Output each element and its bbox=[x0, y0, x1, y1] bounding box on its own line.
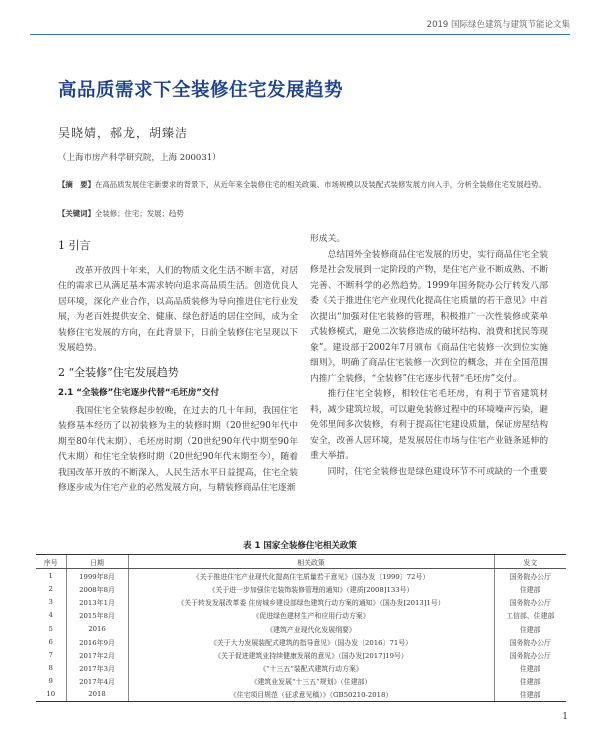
cell-issuer: 住建部 bbox=[494, 662, 566, 675]
right-paragraph-3: 同时，住宅全装修也是绿色建设环节不可或缺的一个重要 bbox=[327, 466, 548, 477]
table-row bbox=[36, 569, 566, 583]
section-1-paragraph: 改革开放四十年来，人们的物质文化生活不断丰富，对居住的需求已从满足基本需求转向追求高品质生活。创造优良人居环境，深化产业合作，以高品质装修为导向推进住宅行业发展，为老百姓提供安全、健康、绿色舒适的居住空间，成为全装修住宅发展的方向，在此背景下，日前全装修住宅呈现以下发展趋势。 bbox=[58, 265, 298, 353]
table-row bbox=[36, 688, 566, 702]
cell-policy: 《建筑产业现代化发展纲要》 bbox=[128, 622, 494, 635]
paper-authors: 吴晓婧，郝龙，胡臻洁 bbox=[58, 126, 189, 140]
page-number: 1 bbox=[562, 712, 568, 722]
right-paragraph-1: 总结国外全装修商品住宅发展的历史，实行商品住宅全装修是社会发展到一定阶段的产物，是住宅产业不断成熟、不断完善、不断科学的必然趋势。1999年国务院办公厅转发八部委《关于推进住宅产业现代化提高住宅质量的若干意见》中首次提出“加强对住宅装修的管理，积极推广一次性装修或菜单式装修模式，避免二次装修造成的破坏结构、浪费和扰民等现象”。建设部于2002年7月颁布《商品住宅装修一次到位实施细则》，明确了商品住宅装修一次到位的概念，并在全国范围内推广全装修，“全装修”住宅逐步代替“毛坯房”交付。 bbox=[310, 249, 548, 384]
keywords-label: 【关键词】 bbox=[58, 209, 95, 218]
header-date: 日期 bbox=[66, 555, 128, 569]
table-row bbox=[36, 675, 566, 688]
cell-index: 8 bbox=[48, 664, 53, 673]
cell-index: 3 bbox=[48, 598, 53, 607]
cell-issuer: 住建部 bbox=[494, 622, 566, 635]
cell-issuer: 国务院办公厅 bbox=[494, 596, 566, 609]
header-rule bbox=[30, 34, 570, 35]
left-column bbox=[58, 238, 298, 497]
cell-issuer: 住建部 bbox=[494, 582, 566, 595]
running-header: 2019 国际绿色建筑与建筑节能论文集 bbox=[426, 20, 570, 30]
cell-date: 2018 bbox=[66, 688, 128, 702]
table-row bbox=[36, 648, 566, 661]
cell-policy: 《关于推进住宅产业现代化提高住宅质量若干意见》（国办发〔1999〕72号） bbox=[128, 569, 494, 583]
cell-date: 2015年8月 bbox=[66, 609, 128, 622]
cell-date: 2008年8月 bbox=[66, 582, 128, 595]
cell-issuer: 住建部 bbox=[494, 688, 566, 702]
cell-date: 2017年3月 bbox=[66, 662, 128, 675]
abstract-label: 【摘 要】 bbox=[58, 180, 95, 189]
cell-date: 2017年2月 bbox=[66, 648, 128, 661]
abstract-text: 在高品质发展住宅新要求的背景下，从近年来全装修住宅的相关政策、市场规模以及装配式装修发展方向入手，分析全装修住宅发展趋势。 bbox=[94, 180, 546, 189]
cell-date: 2016年9月 bbox=[66, 635, 128, 648]
cell-policy: 《关于转发发展改革委 住房城乡建设部绿色建筑行动方案的通知》（国办发[2013]1号） bbox=[128, 596, 494, 609]
cell-policy: 《关于促进建筑业持续健康发展的意见》（国办发[2017]19号） bbox=[128, 648, 494, 661]
header-issuer: 发文 bbox=[494, 555, 566, 569]
paper-title: 高品质需求下全装修住宅发展趋势 bbox=[58, 80, 344, 101]
cell-date: 1999年8月 bbox=[66, 569, 128, 583]
cell-issuer: 住建部 bbox=[494, 675, 566, 688]
cell-index: 4 bbox=[48, 611, 53, 620]
cell-policy: 《促进绿色建材生产和应用行动方案》 bbox=[128, 609, 494, 622]
cell-index: 9 bbox=[48, 677, 53, 686]
table-row bbox=[36, 662, 566, 675]
cell-date: 2017年4月 bbox=[66, 675, 128, 688]
cell-issuer: 国务院办公厅 bbox=[494, 569, 566, 583]
section-2-1-heading: 2.1 “全装修”住宅逐步代替“毛坯房”交付 bbox=[58, 388, 220, 398]
right-paragraph-2: 推行住宅全装修，相较住宅毛坯房，有利于节省建筑材料，减少建筑垃圾，可以避免装修过程中的环境噪声污染，避免邻里间多次装修，有利于提高住宅建设质量，保证房屋结构安全，改善人居环境，是发展居住市场与住宅产业链条延伸的重大举措。 bbox=[310, 389, 548, 461]
cell-policy: 《建筑业发展“十三五”规划》（住建部） bbox=[128, 675, 494, 688]
table-row bbox=[36, 582, 566, 595]
cell-policy: 《关于进一步加强住宅装饰装修管理的通知》（建质[2008]133号） bbox=[128, 582, 494, 595]
section-2-1-paragraph: 我国住宅全装修起步较晚，在过去的几十年间，我国住宅装修基本经历了以初装修为主的装修时期（20世纪90年代中期至80年代末期）、毛坯房时期（20世纪90年代中期至90年代末期）和住宅全装修时期（20世纪90年代末期至今），随着我国改革开放的不断深入，人民生活水平日益提高，住宅全装修逐步成为住宅产业的必然发展方向，与精装修商品住宅逐渐 bbox=[58, 405, 298, 493]
cell-policy: 《“十三五”装配式建筑行动方案》 bbox=[128, 662, 494, 675]
policy-table bbox=[36, 554, 566, 702]
cell-date: 2016 bbox=[66, 622, 128, 635]
paper-affiliation: （上海市房产科学研究院，上海 200031） bbox=[58, 153, 221, 163]
section-1-heading: 1 引言 bbox=[58, 239, 91, 252]
table-header-row bbox=[36, 555, 566, 569]
cell-index: 6 bbox=[48, 637, 53, 646]
table-row bbox=[36, 596, 566, 609]
right-paragraph-0: 形成关。 bbox=[310, 234, 346, 244]
table-row bbox=[36, 622, 566, 635]
header-index: 序号 bbox=[36, 555, 66, 569]
keywords bbox=[58, 208, 184, 219]
cell-index: 7 bbox=[48, 650, 53, 659]
abstract bbox=[58, 178, 558, 191]
right-column bbox=[310, 232, 548, 480]
cell-issuer: 工信部、住建部 bbox=[494, 609, 566, 622]
cell-date: 2013年1月 bbox=[66, 596, 128, 609]
cell-index: 10 bbox=[36, 688, 66, 702]
cell-index: 2 bbox=[48, 584, 53, 593]
section-2-heading: 2 “全装修”住宅发展趋势 bbox=[58, 365, 179, 379]
cell-policy: 《关于大力发展装配式建筑的指导意见》（国办发〔2016〕71号） bbox=[128, 635, 494, 648]
table-caption: 表 1 国家全装修住宅相关政策 bbox=[243, 541, 357, 551]
keywords-text: 全装修；住宅；发展；趋势 bbox=[94, 209, 184, 218]
table-row bbox=[36, 635, 566, 648]
cell-issuer: 国务院办公厅 bbox=[494, 635, 566, 648]
cell-index: 1 bbox=[48, 571, 53, 580]
table-row bbox=[36, 609, 566, 622]
cell-policy: 《住宅项目规范（征求意见稿）》（GB50210-2018） bbox=[128, 688, 494, 702]
cell-index: 5 bbox=[48, 624, 53, 633]
cell-issuer: 国务院办公厅 bbox=[494, 648, 566, 661]
header-policy: 相关政策 bbox=[128, 555, 494, 569]
